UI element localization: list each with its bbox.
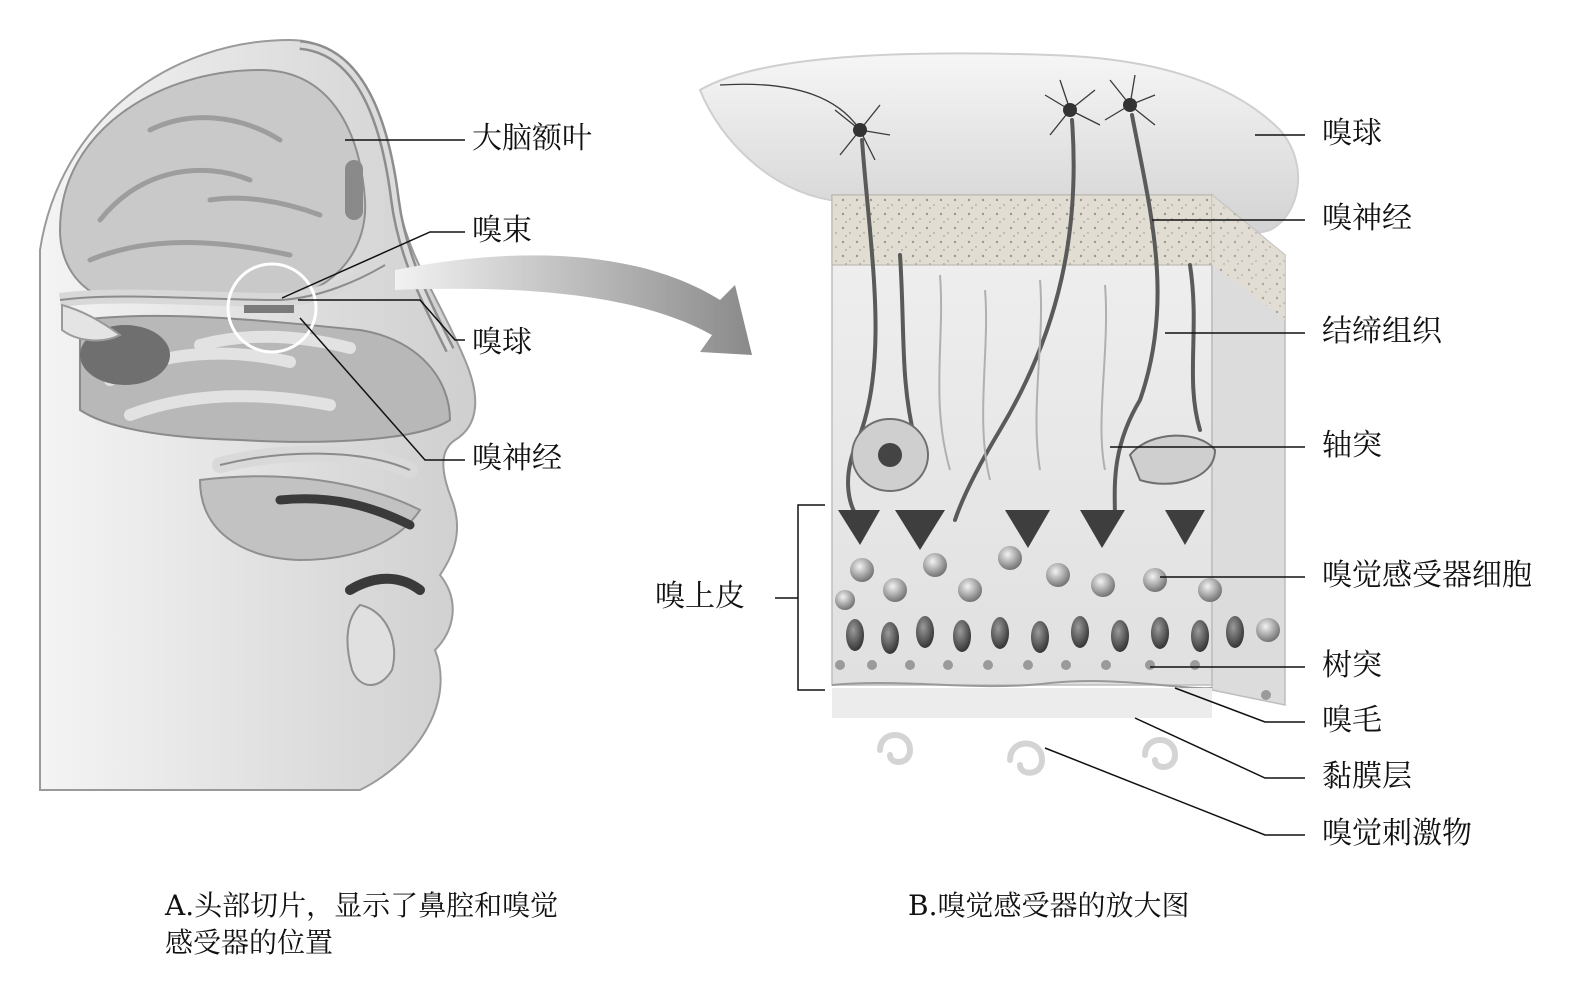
label-olfactory-nerve-a: 嗅神经 <box>472 441 562 476</box>
caption-b: B.嗅觉感受器的放大图 <box>908 889 1190 922</box>
caption-a-line1: A.头部切片，显示了鼻腔和嗅觉 <box>165 889 559 922</box>
label-olfactory-epithelium: 嗅上皮 <box>655 579 745 614</box>
label-odorant: 嗅觉刺激物 <box>1322 816 1472 851</box>
label-olfactory-tract: 嗅束 <box>472 213 532 248</box>
receptor-block <box>700 53 1298 772</box>
label-mucus-layer: 黏膜层 <box>1322 759 1412 794</box>
label-cilia: 嗅毛 <box>1322 703 1382 738</box>
caption-a <box>165 888 665 962</box>
mitral-cell-body <box>853 123 867 137</box>
frontal-lobe-shape <box>60 70 365 300</box>
label-olfactory-bulb-a: 嗅球 <box>472 325 532 360</box>
label-dendrite: 树突 <box>1322 648 1382 683</box>
bundle-core <box>878 443 902 467</box>
odorant-swirls <box>880 735 1175 773</box>
label-olfactory-nerve-b: 嗅神经 <box>1322 201 1412 236</box>
label-olfactory-bulb-b: 嗅球 <box>1322 116 1382 151</box>
label-connective-tissue: 结缔组织 <box>1322 314 1442 349</box>
caption-a-line2: 感受器的位置 <box>165 925 334 959</box>
label-receptor-cell: 嗅觉感受器细胞 <box>1322 558 1532 593</box>
mitral-cell-body <box>1123 98 1137 112</box>
label-frontal-lobe: 大脑额叶 <box>472 121 592 156</box>
mitral-cell-body <box>1063 103 1077 117</box>
mucus-layer-shape <box>832 688 1212 718</box>
label-axon: 轴突 <box>1322 428 1382 463</box>
bulb-detail <box>244 305 294 313</box>
frontal-sinus <box>345 160 363 220</box>
head-section <box>40 40 475 790</box>
